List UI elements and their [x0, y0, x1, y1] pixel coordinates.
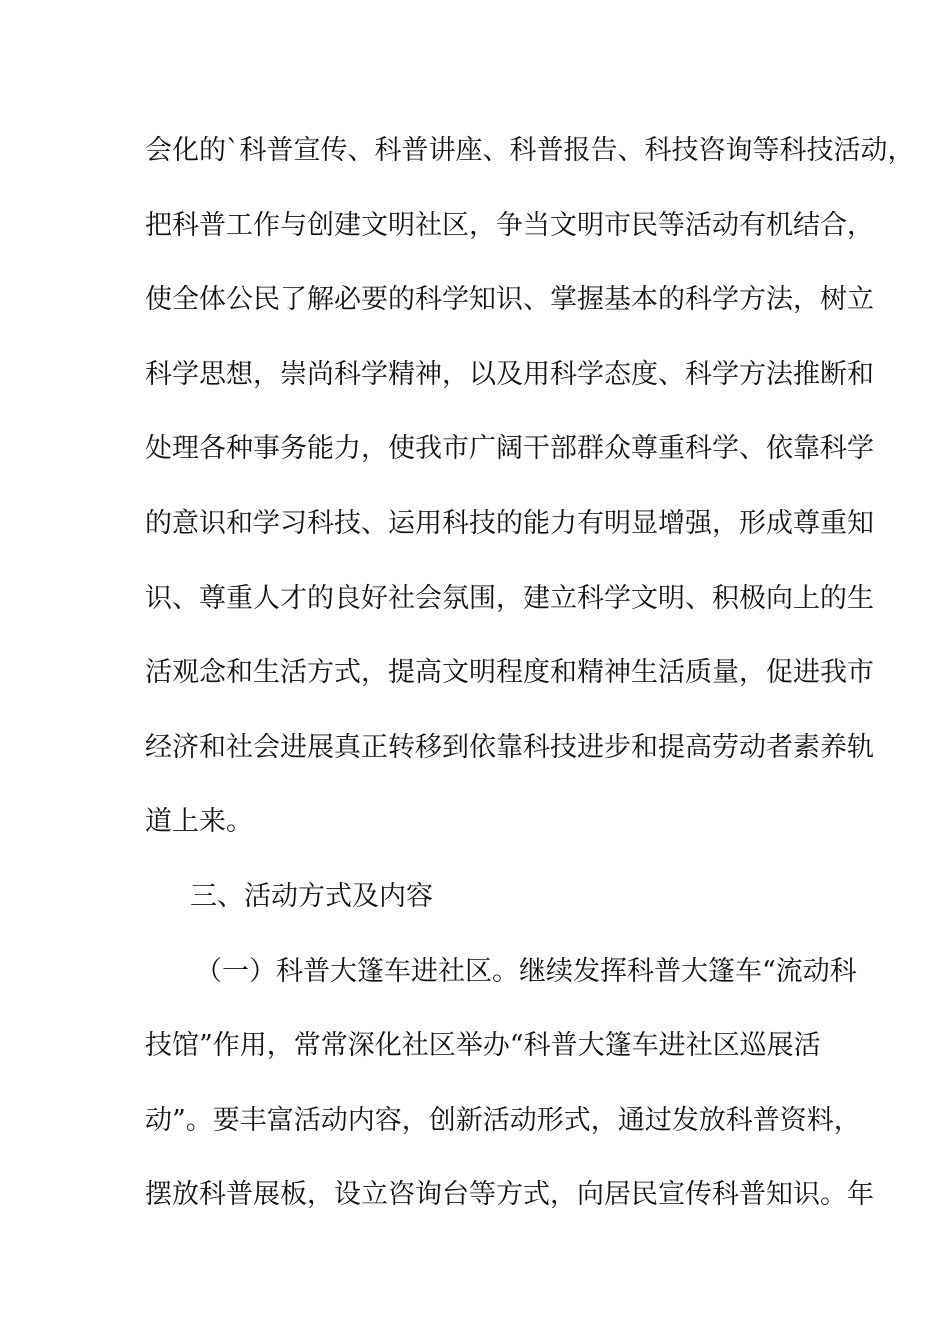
paragraph-line-9: 经济和社会进展真正转移到依靠科技进步和提高劳动者素养轨	[145, 732, 874, 763]
paragraph-line-8: 活观念和生活方式，提高文明程度和精神生活质量，促进我市	[145, 657, 874, 688]
subsection-line-2: 技馆”作用，常常深化社区举办“科普大篷车进社区巡展活	[145, 1030, 821, 1061]
paragraph-line-2: 把科普工作与创建文明社区，争当文明市民等活动有机结合，	[145, 210, 874, 241]
paragraph-line-3: 使全体公民了解必要的科学知识、掌握基本的科学方法，树立	[145, 284, 874, 315]
subsection-line-1: （一）科普大篷车进社区。继续发挥科普大篷车“流动科	[195, 956, 857, 987]
paragraph-line-6: 的意识和学习科技、运用科技的能力有明显增强，形成尊重知	[145, 508, 874, 539]
paragraph-line-10: 道上来。	[145, 806, 253, 837]
paragraph-line-1: 会化的`科普宣传、科普讲座、科普报告、科技咨询等科技活动，	[145, 135, 915, 166]
subsection-line-4: 摆放科普展板，设立咨询台等方式，向居民宣传科普知识。年	[145, 1179, 874, 1210]
section-heading: 三、活动方式及内容	[190, 881, 433, 912]
subsection-line-3: 动”。要丰富活动内容，创新活动形式，通过发放科普资料，	[145, 1105, 861, 1136]
paragraph-line-7: 识、尊重人才的良好社会氛围，建立科学文明、积极向上的生	[145, 583, 874, 614]
paragraph-line-4: 科学思想，崇尚科学精神，以及用科学态度、科学方法推断和	[145, 359, 874, 390]
paragraph-line-5: 处理各种事务能力，使我市广阔干部群众尊重科学、依靠科学	[145, 433, 874, 464]
